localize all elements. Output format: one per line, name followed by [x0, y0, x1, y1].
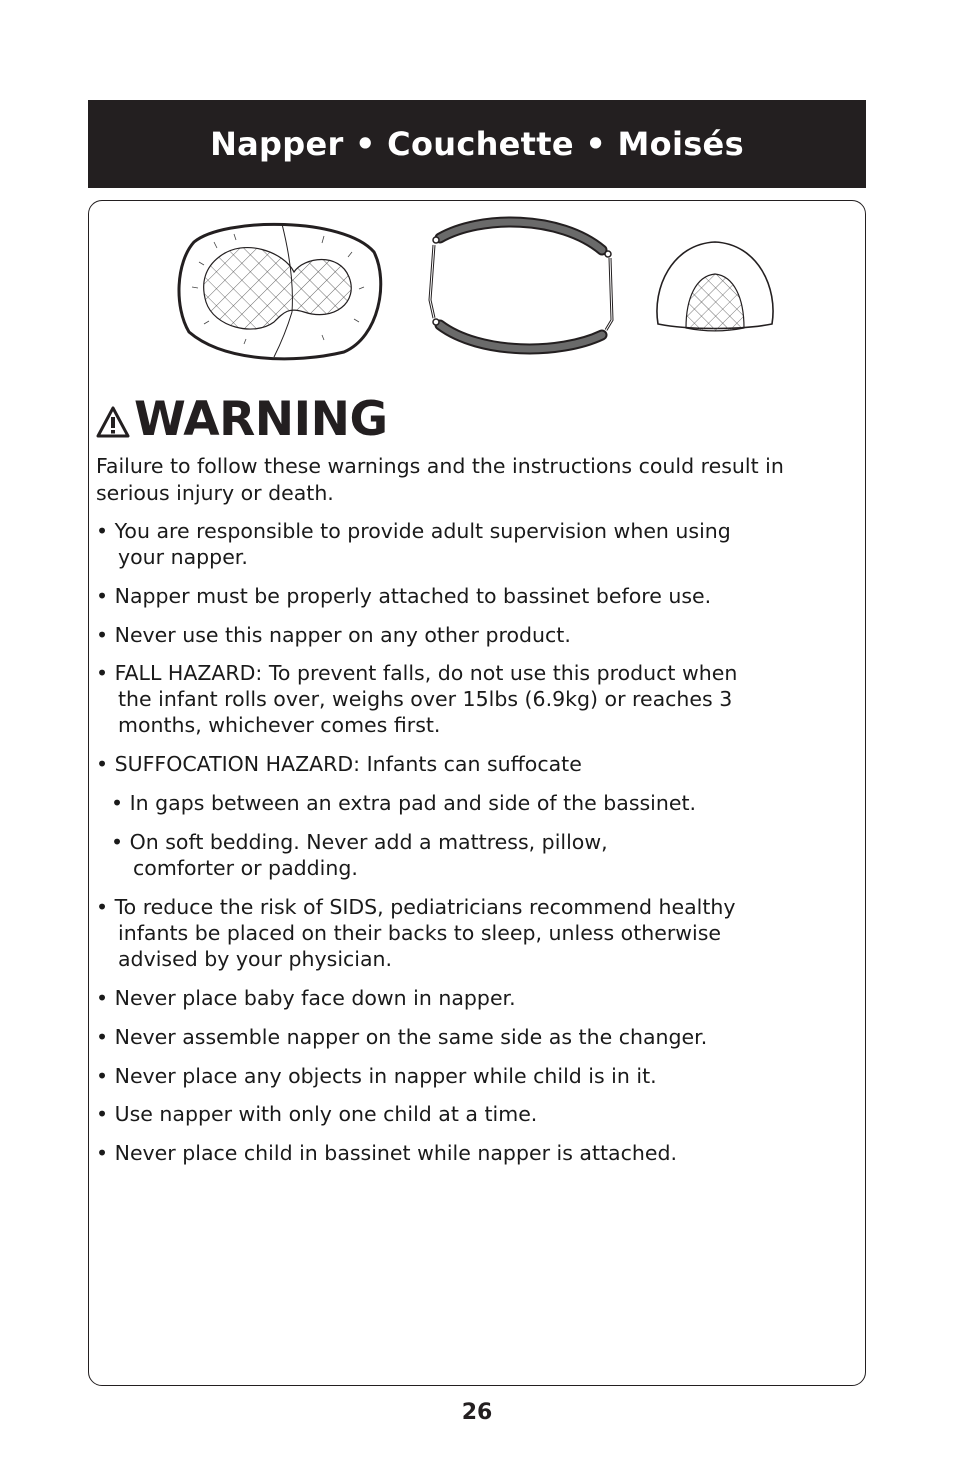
warning-item: • Never use this napper on any other product. — [96, 623, 571, 647]
warning-item: • You are responsible to provide adult supervision when using — [96, 519, 731, 543]
warning-item: • Use napper with only one child at a time. — [96, 1102, 538, 1126]
napper-pad-illustration — [174, 212, 384, 362]
warning-item: • Never place child in bassinet while napper is attached. — [96, 1141, 678, 1165]
napper-shell-illustration — [652, 238, 778, 334]
section-title: Napper • Couchette • Moisés — [210, 125, 744, 163]
warning-subitem-continued: comforter or padding. — [133, 856, 358, 880]
warning-title: WARNING — [134, 392, 388, 447]
warning-item: • Never place baby face down in napper. — [96, 986, 516, 1010]
intro-line: serious injury or death. — [96, 480, 334, 505]
warning-subitem: • In gaps between an extra pad and side of the bassinet. — [111, 791, 697, 815]
warning-intro — [96, 453, 836, 506]
warning-item-continued: months, whichever comes first. — [118, 713, 441, 737]
warning-item: • FALL HAZARD: To prevent falls, do not use this product when — [96, 661, 738, 685]
intro-line: Failure to follow these warnings and the instructions could result in — [96, 454, 784, 478]
warning-item-continued: your napper. — [118, 545, 248, 569]
napper-frame-illustration — [420, 210, 622, 365]
warning-item-continued: advised by your physician. — [118, 947, 393, 971]
warning-item-continued: infants be placed on their backs to sleep, unless otherwise — [118, 921, 722, 945]
warning-subitem: • On soft bedding. Never add a mattress, pillow, — [111, 830, 608, 854]
warning-item-continued: the infant rolls over, weighs over 15lbs (6.9kg) or reaches 3 — [118, 687, 733, 711]
warning-triangle-icon — [96, 406, 130, 438]
warning-item: • Never assemble napper on the same side as the changer. — [96, 1025, 708, 1049]
warning-item: • Napper must be properly attached to bassinet before use. — [96, 584, 712, 608]
page-number: 26 — [461, 1400, 493, 1425]
warning-item: • SUFFOCATION HAZARD: Infants can suffocate — [96, 752, 582, 776]
warning-item: • To reduce the risk of SIDS, pediatricians recommend healthy — [96, 895, 736, 919]
section-header — [88, 100, 866, 188]
warning-item: • Never place any objects in napper while child is in it. — [96, 1064, 657, 1088]
warning-heading — [96, 392, 388, 448]
